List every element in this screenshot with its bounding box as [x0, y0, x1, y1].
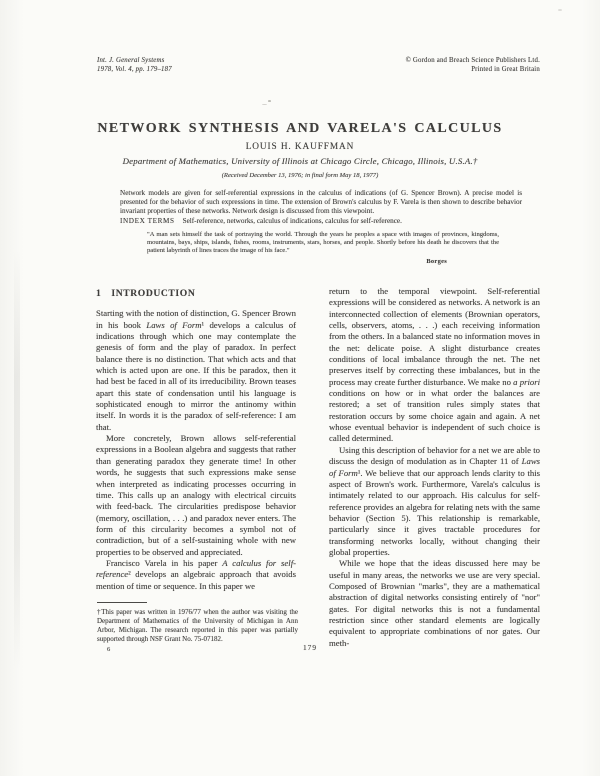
scan-speck [262, 104, 267, 105]
section-heading-introduction: 1 INTRODUCTION [96, 288, 196, 299]
author-name: LOUIS H. KAUFFMAN [245, 142, 355, 152]
printer-signature-mark: 6 [107, 646, 111, 653]
journal-name: Int. J. General Systems [97, 57, 165, 64]
paragraph: return to the temporal viewpoint. Self-referential expressions will be considered as networks. A network is an interconnected collection of elements (Brownian operators, cells, observers, atoms, . . .) each receiving information from the others. In a balanced state no information moves in the net: delicate poise. A slight disturbance creates conditions of local imbalance through the net. The net preserves itself by correcting these imbalances, but in the process may create further disturbance. We make no a priori conditions on how or in what order the balances are restored; a set of transition rules simply states that restoration occurs by some choice again and again. A net whose eventual behavior is independent of such choice is called determined. [329, 286, 541, 444]
index-terms [120, 217, 522, 226]
left-column [96, 288, 296, 592]
received-dates: (Received December 13, 1976; in final form May 18, 1977) [221, 171, 379, 179]
index-terms-text: Self-reference, networks, calculus of indications, calculus for self-reference. [182, 217, 402, 225]
paragraph: Using this description of behavior for a net we are able to discuss the design of modulation as in Chapter 11 of Laws of Form¹. We believe that our approach lends clarity to this aspect of Brown's work. Furthermore, Varela's calculus is intimately related to our approach. His calculus for self-reference provides an algebra for relating nets with the same behavior (Section 5). This relationship is remarkable, particularly since it gives tractable procedures for transforming networks locally, without changing their global properties. [329, 444, 541, 557]
scan-speck [558, 9, 562, 11]
copyright-block [406, 57, 540, 74]
journal-volume-pages: 1978, Vol. 4, pp. 179–187 [97, 65, 172, 73]
index-terms-label: INDEX TERMS [120, 217, 175, 225]
paper-title: NETWORK SYNTHESIS AND VARELA'S CALCULUS [97, 121, 503, 137]
footnote: †This paper was written in 1976/77 when the author was visiting the Department of Mathematics of the University of Michigan in Ann Arbor, Michigan. The research reported in this paper was partially supported through NSF Grant No. 75-07182. [97, 608, 298, 643]
journal-masthead [97, 57, 172, 74]
author-affiliation: Department of Mathematics, University of Illinois at Chicago Circle, Chicago, Illinois, U.S.A.† [122, 156, 478, 166]
footnote-separator [97, 602, 147, 603]
right-column [329, 286, 540, 649]
paragraph: Starting with the notion of distinction, G. Spencer Brown in his book Laws of Form¹ develops a calculus of indications through which one may contemplate the genesis of form and the play of paradox. In perfect balance there is no distinction. That which acts and that which is acted upon are one. If this be paradox, then it had best be faced in all of its irreducibility. Brown teases apart this state of condensation until his language is sophisticated enough to mirror the antinomy within itself. In words it is the paradox of self-reference: I am that. [96, 308, 296, 432]
paragraph: More concretely, Brown allows self-referential expressions in a Boolean algebra and suggests that rather than generating paradox they generate time! In other words, he suggests that such expressions make sense when interpreted as indicating processes occurring in time. This calls up an analogy with electrical circuits with feed-back. The circularities predispose behavior (memory, oscillation, . . .) and paradox never enters. The form of this circularity becomes a symbol not of contradiction, but of a self-sustaining whole with new properties to be observed and appreciated. [96, 433, 296, 557]
scan-speck [268, 100, 271, 102]
page-number: 179 [303, 643, 317, 652]
publisher-line: © Gordon and Breach Science Publishers Ltd. [405, 57, 540, 64]
epigraph-quote: "A man sets himself the task of portraying the world. Through the years he peoples a space with images of provinces, kingdoms, mountains, bays, ships, islands, fishes, rooms, instruments, stars, horses, and people. Shortly before his death he discovers that the patient labyrinth of lines traces the image of his face." [147, 231, 499, 255]
printed-in-line: Printed in Great Britain [471, 65, 540, 73]
epigraph-attribution: Borges [426, 258, 447, 266]
scan-edge-artifact [14, 250, 20, 670]
epigraph [147, 231, 499, 266]
abstract: Network models are given for self-referential expressions in the calculus of indications (of G. Spencer Brown). A precise model is presented for the behavior of such expressions in time. The extension of Brown's calculus by F. Varela is then shown to describe behavior invariant properties of these networks. Network design is discussed from this viewpoint. [120, 189, 522, 215]
paragraph: Francisco Varela in his paper A calculus for self-reference² develops an algebraic approach that avoids mention of time or sequence. In this paper we [96, 557, 296, 591]
paragraph: While we hope that the ideas discussed here may be useful in many areas, the networks we use are very special. Composed of Brownian "marks", they are a mathematical abstraction of digital networks consisting entirely of "nor" gates. For digital networks this is not a fundamental restriction since other standard elements are logically equivalent to appropriate combinations of nor gates. Our meth- [329, 558, 540, 648]
